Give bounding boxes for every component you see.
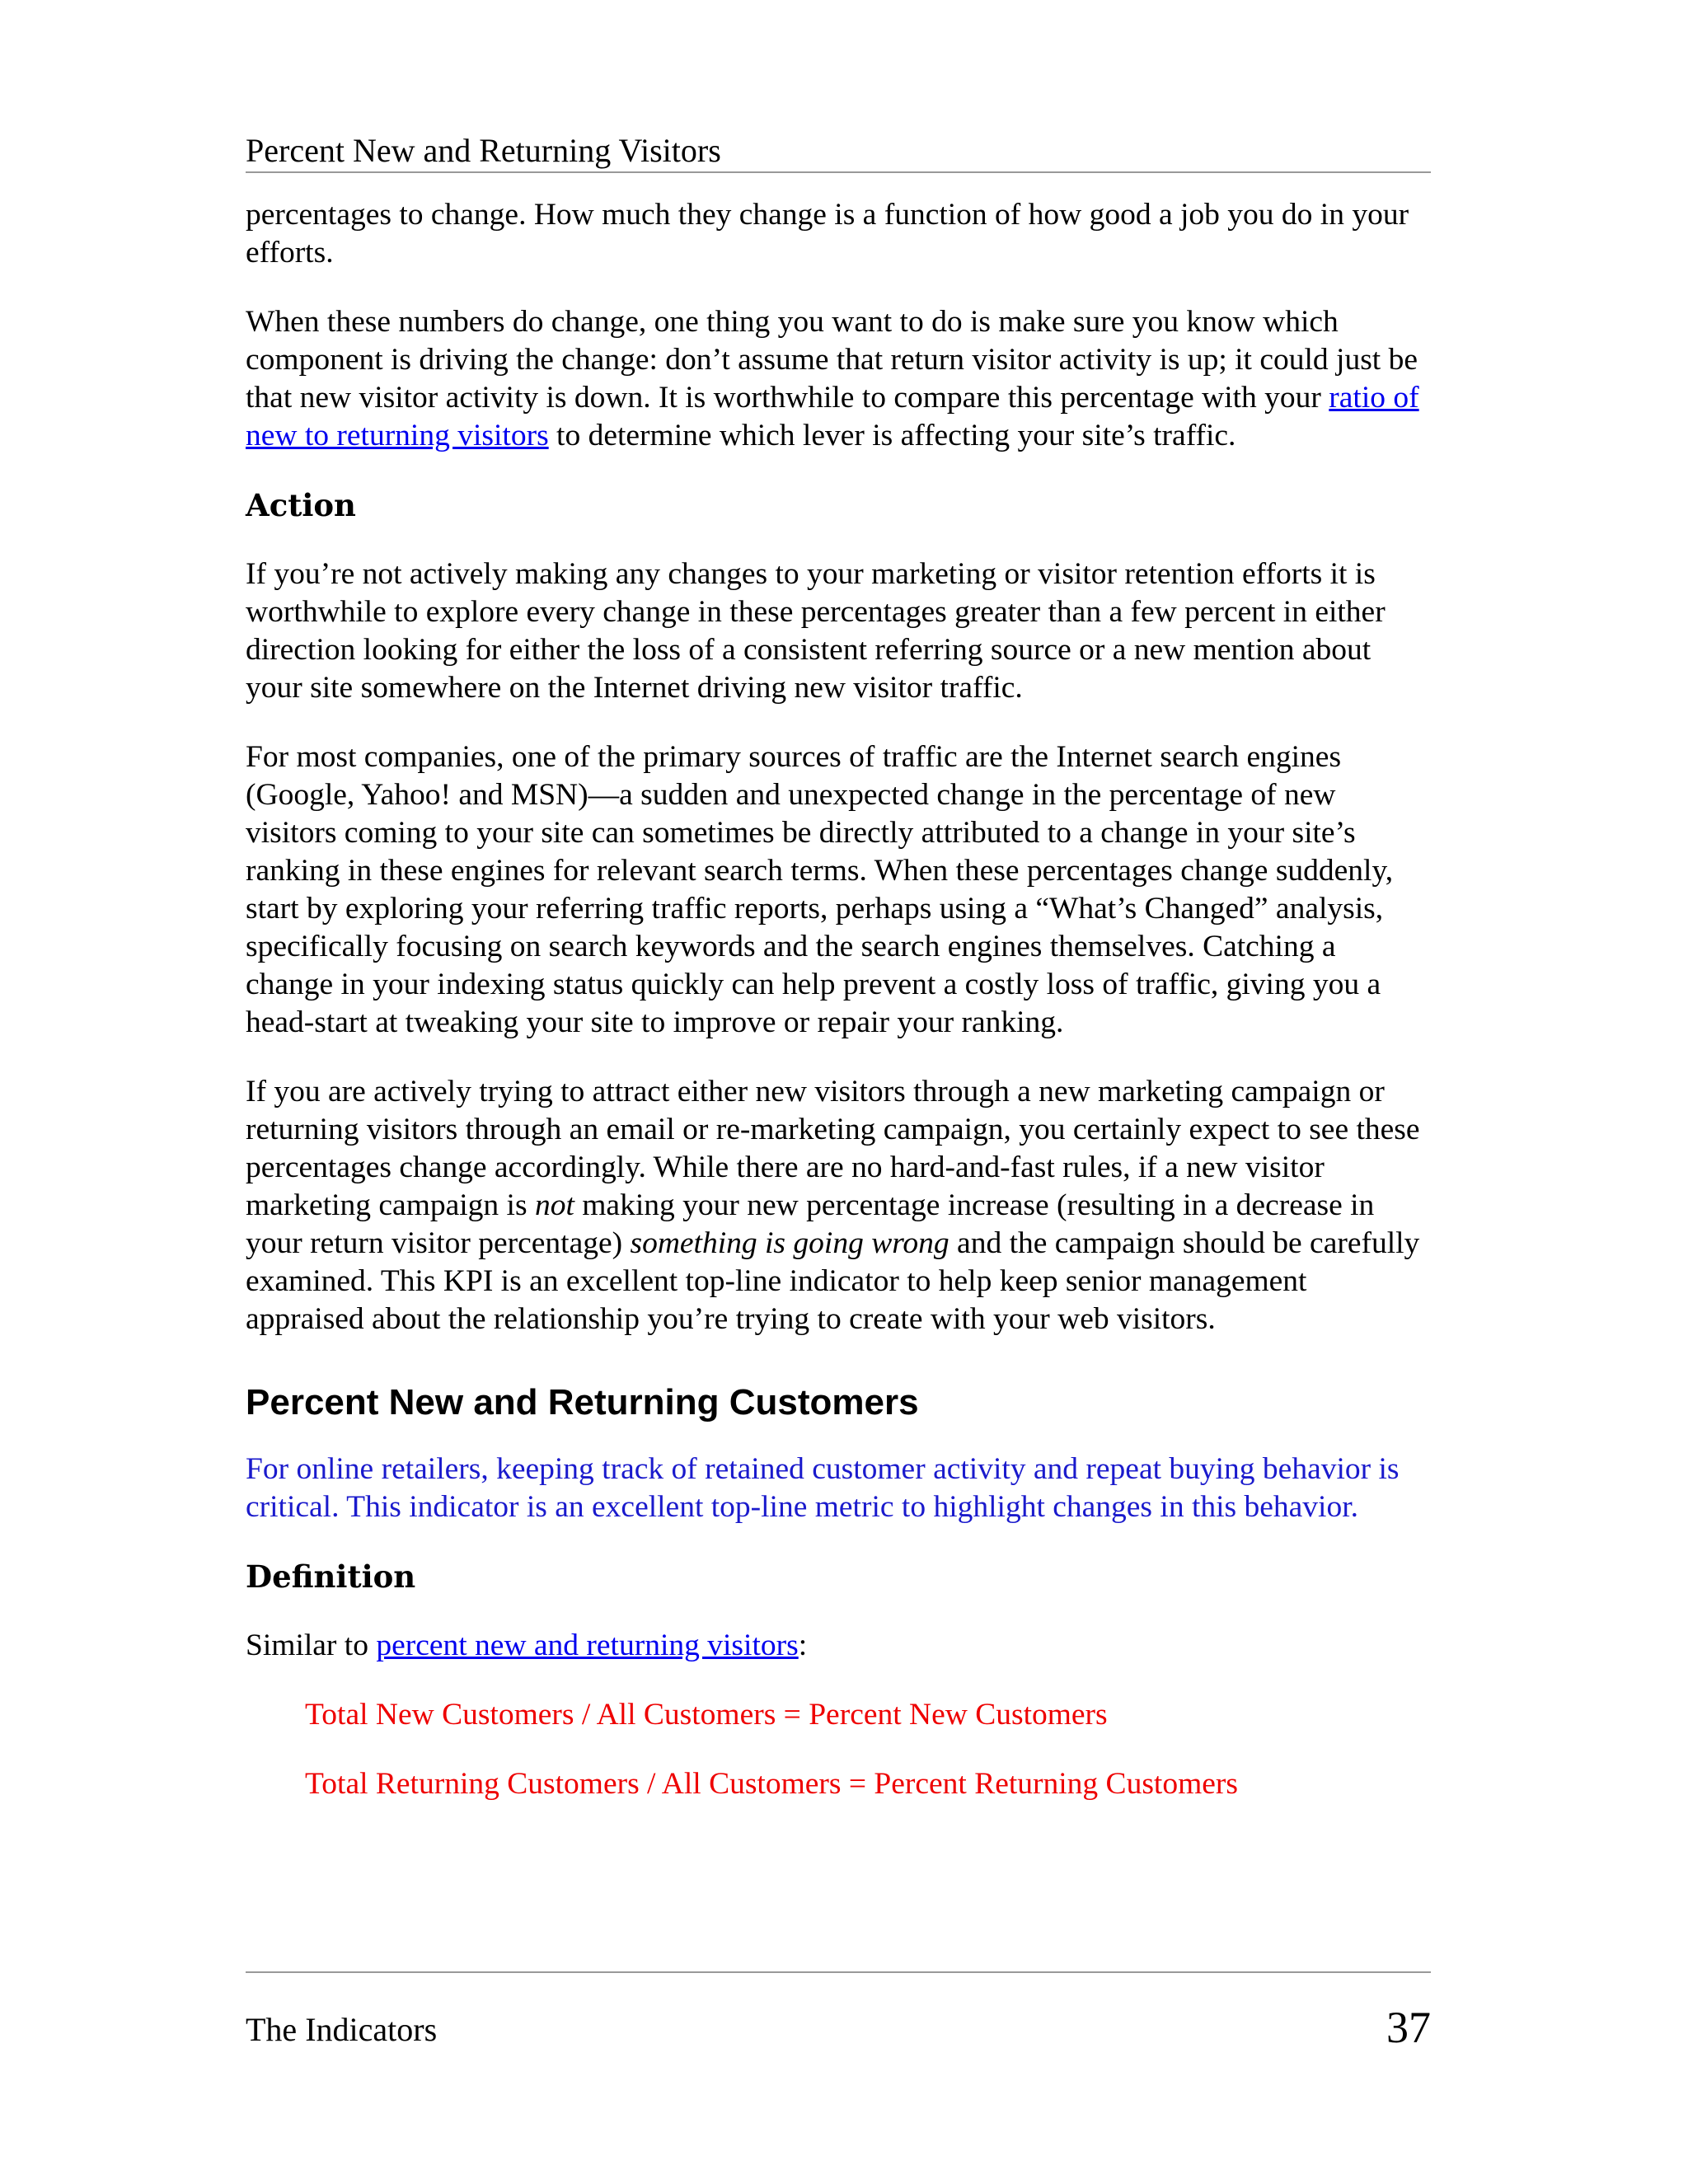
ratio-new-returning-link[interactable]: ratio of new to returning visitors: [246, 381, 1419, 452]
paragraph-text: :: [798, 1629, 808, 1662]
paragraph-text: and the campaign should be carefully examined. This KPI is an excellent top-line indicator to help keep senior management appraised about the relationship you’re trying to create with your web visitors.: [246, 1226, 1420, 1336]
footer-divider: [246, 1971, 1431, 1973]
emphasis-not: not: [534, 1188, 574, 1222]
action-heading: Action: [246, 487, 356, 523]
paragraph-component-change: [246, 303, 1431, 455]
paragraph-marketing-campaign: [246, 1073, 1431, 1338]
formula-new-customers: Total New Customers / All Customers = Percent New Customers: [305, 1698, 1108, 1732]
section-intro: For online retailers, keeping track of retained customer activity and repeat buying behavior is critical. This indicator is an excellent top-line metric to highlight changes in this behavior.: [246, 1452, 1400, 1524]
paragraph-text: making your new percentage increase (resulting in a decrease in your return visitor percentage): [246, 1188, 1375, 1260]
document-page: [246, 0, 1431, 2184]
paragraph-search-engines: For most companies, one of the primary sources of traffic are the Internet search engines (Google, Yahoo! and MSN)—a sudden and unexpected change in the percentage of new visitors coming to your site can sometimes be directly attributed to a change in your site’s ranking in these engines for relevant search terms. When these percentages change suddenly, start by exploring your referring traffic reports, perhaps using a “What’s Changed” analysis, specifically focusing on search keywords and the search engines themselves. Catching a change in your indexing status quickly can help prevent a costly loss of traffic, giving you a head-start at tweaking your site to improve or repair your ranking.: [246, 740, 1394, 1039]
paragraph-text: If you are actively trying to attract either new visitors through a new marketing campaign or returning visitors through an email or re-marketing campaign, you certainly expect to see these percentages change accordingly. While there are no hard-and-fast rules, if a new visitor marketing campaign is: [246, 1075, 1420, 1222]
page-number: 37: [1386, 2003, 1431, 2052]
definition-text: [246, 1627, 1431, 1665]
definition-heading: Definition: [246, 1558, 416, 1595]
section-title: Percent New and Returning Customers: [246, 1382, 919, 1422]
paragraph-text: When these numbers do change, one thing you want to do is make sure you know which component is driving the change: don’t assume that return visitor activity is up; it could just be that new visitor activity is down. It is worthwhile to compare this percentage with your: [246, 305, 1418, 415]
page-content: [246, 196, 1431, 1835]
percent-new-returning-visitors-link[interactable]: percent new and returning visitors: [376, 1629, 799, 1662]
paragraph-text: Similar to: [246, 1629, 377, 1662]
footer-chapter-title: The Indicators: [246, 2011, 438, 2048]
running-header: Percent New and Returning Visitors: [246, 130, 1431, 173]
emphasis-something-wrong: something is going wrong: [630, 1226, 950, 1260]
formula-returning-customers: Total Returning Customers / All Customers = Percent Returning Customers: [305, 1767, 1238, 1801]
paragraph-continuation: percentages to change. How much they change is a function of how good a job you do in your efforts.: [246, 198, 1409, 269]
paragraph-text: to determine which lever is affecting your site’s traffic.: [548, 419, 1236, 452]
paragraph-action-explore: If you’re not actively making any changes to your marketing or visitor retention efforts it is worthwhile to explore every change in these percentages greater than a few percent in either direction looking for either the loss of a consistent referring source or a new mention about your site somewhere on the Internet driving new visitor traffic.: [246, 557, 1386, 705]
